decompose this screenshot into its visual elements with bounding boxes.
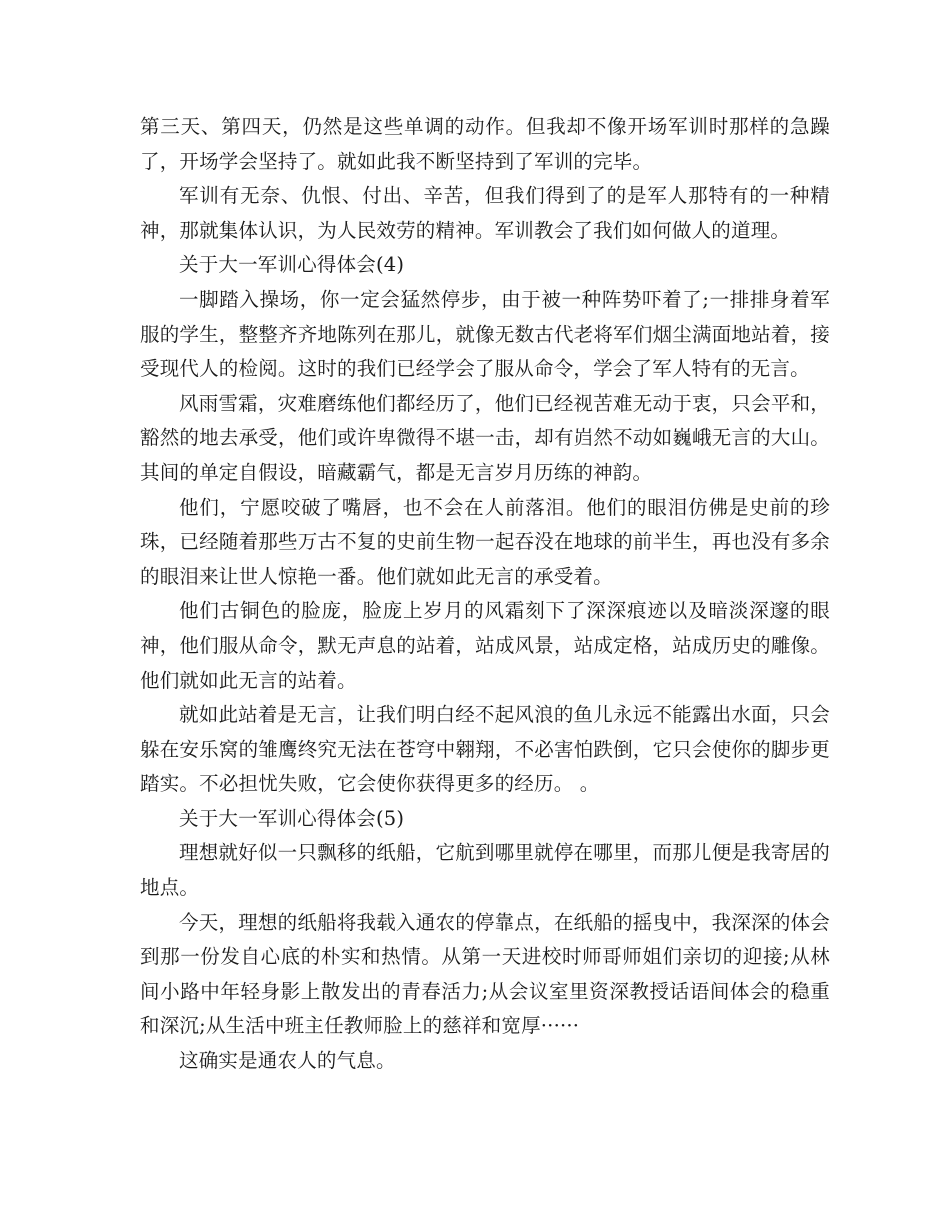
paragraph: 第三天、第四天，仍然是这些单调的动作。但我却不像开场军训时那样的急躁了，开场学会坚持了。就如此我不断坚持到了军训的完毕。 xyxy=(140,115,830,173)
paragraph: 他们古铜色的脸庞，脸庞上岁月的风霜刻下了深深痕迹以及暗淡深邃的眼神，他们服从命令，默无声息的站着，站成风景，站成定格，站成历史的雕像。他们就如此无言的站着。 xyxy=(140,599,830,692)
paragraph: 理想就好似一只飘移的纸船，它航到哪里就停在哪里，而那儿便是我寄居的地点。 xyxy=(140,841,830,900)
paragraph: 风雨雪霜，灾难磨练他们都经历了，他们已经视苦难无动于衷，只会平和，豁然的地去承受，他们或许卑微得不堪一击，却有岿然不动如巍峨无言的大山。其间的单定自假设，暗藏霸气，都是无言岁月历练的神韵。 xyxy=(140,391,830,484)
section-heading: 关于大一军训心得体会(4) xyxy=(179,253,405,277)
section-heading: 关于大一军训心得体会(5) xyxy=(179,806,405,830)
paragraph: 就如此站着是无言，让我们明白经不起风浪的鱼儿永远不能露出水面，只会躲在安乐窝的雏鹰终究无法在苍穹中翱翔，不必害怕跌倒，它只会使你的脚步更踏实。不必担忧失败，它会使你获得更多的经历。 。 xyxy=(140,703,830,796)
paragraph: 军训有无奈、仇恨、付出、辛苦，但我们得到了的是军人那特有的一种精神，那就集体认识，为人民效劳的精神。军训教会了我们如何做人的道理。 xyxy=(140,184,830,242)
document-body xyxy=(140,110,830,1079)
paragraph: 今天，理想的纸船将我载入通农的停靠点，在纸船的摇曳中，我深深的体会到那一份发自心底的朴实和热情。从第一天进校时师哥师姐们亲切的迎接;从林间小路中年轻身影上散发出的青春活力;从会议室里资深教授话语间体会的稳重和深沉;从生活中班主任教师脸上的慈祥和宽厚······ xyxy=(140,910,830,1038)
paragraph: 这确实是通农人的气息。 xyxy=(179,1049,396,1073)
paragraph: 他们，宁愿咬破了嘴唇，也不会在人前落泪。他们的眼泪仿佛是史前的珍珠，已经随着那些万古不复的史前生物一起吞没在地球的前半生，再也没有多余的眼泪来让世人惊艳一番。他们就如此无言的承受着。 xyxy=(140,495,830,588)
paragraph: 一脚踏入操场，你一定会猛然停步，由于被一种阵势吓着了;一排排身着军服的学生，整整齐齐地陈列在那儿，就像无数古代老将军们烟尘满面地站着，接受现代人的检阅。这时的我们已经学会了服从命令，学会了军人特有的无言。 xyxy=(140,287,830,381)
